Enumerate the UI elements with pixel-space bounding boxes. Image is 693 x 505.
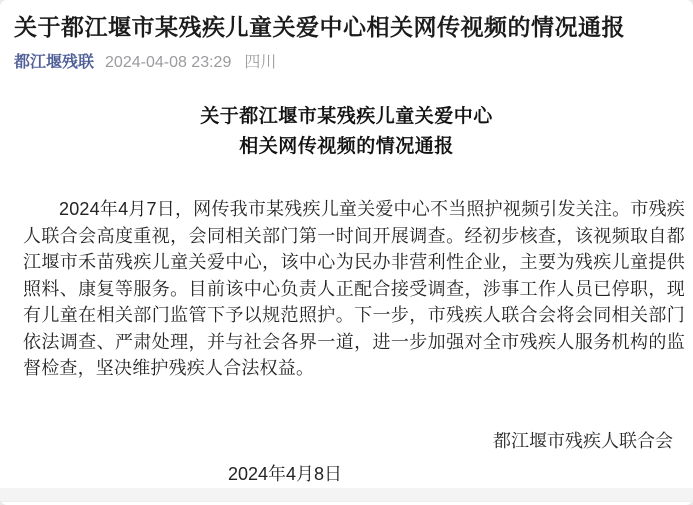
post-header (0, 0, 693, 73)
notice-title-line2: 相关网传视频的情况通报 (239, 136, 454, 157)
notice-body-text: 2024年4月7日，网传我市某残疾儿童关爱中心不当照护视频引发关注。市残疾人联合会高度重视，会同相关部门第一时间开展调查。经初步核查，该视频取自都江堰市禾苗残疾儿童关爱中心，该中心为民办非营利性企业，主要为残疾儿童提供照料、康复等服务。目前该中心负责人正配合接受调查，涉事工作人员已停职，现有儿童在相关部门监管下予以规范照护。下一步，市残疾人联合会将会同相关部门依法调查、严肃处理，并与社会各界一道，进一步加强对全市残疾人服务机构的监督检查，坚决维护残疾人合法权益。 (23, 199, 685, 378)
notice-title-line1: 关于都江堰市某残疾儿童关爱中心 (200, 106, 493, 127)
post-title: 关于都江堰市某残疾儿童关爱中心相关网传视频的情况通报 (14, 14, 625, 40)
post-timestamp: 2024-04-08 23:29 (105, 54, 232, 71)
notice-date: 2024年4月8日 (227, 463, 343, 484)
bottom-blurred-strip (0, 488, 693, 502)
notice-image[interactable] (0, 102, 693, 485)
notice-signature: 都江堰市残疾人联合会 (493, 430, 673, 451)
post-location: 四川 (244, 54, 277, 71)
post-meta (14, 53, 677, 73)
author-link[interactable]: 都江堰残联 (14, 54, 95, 71)
